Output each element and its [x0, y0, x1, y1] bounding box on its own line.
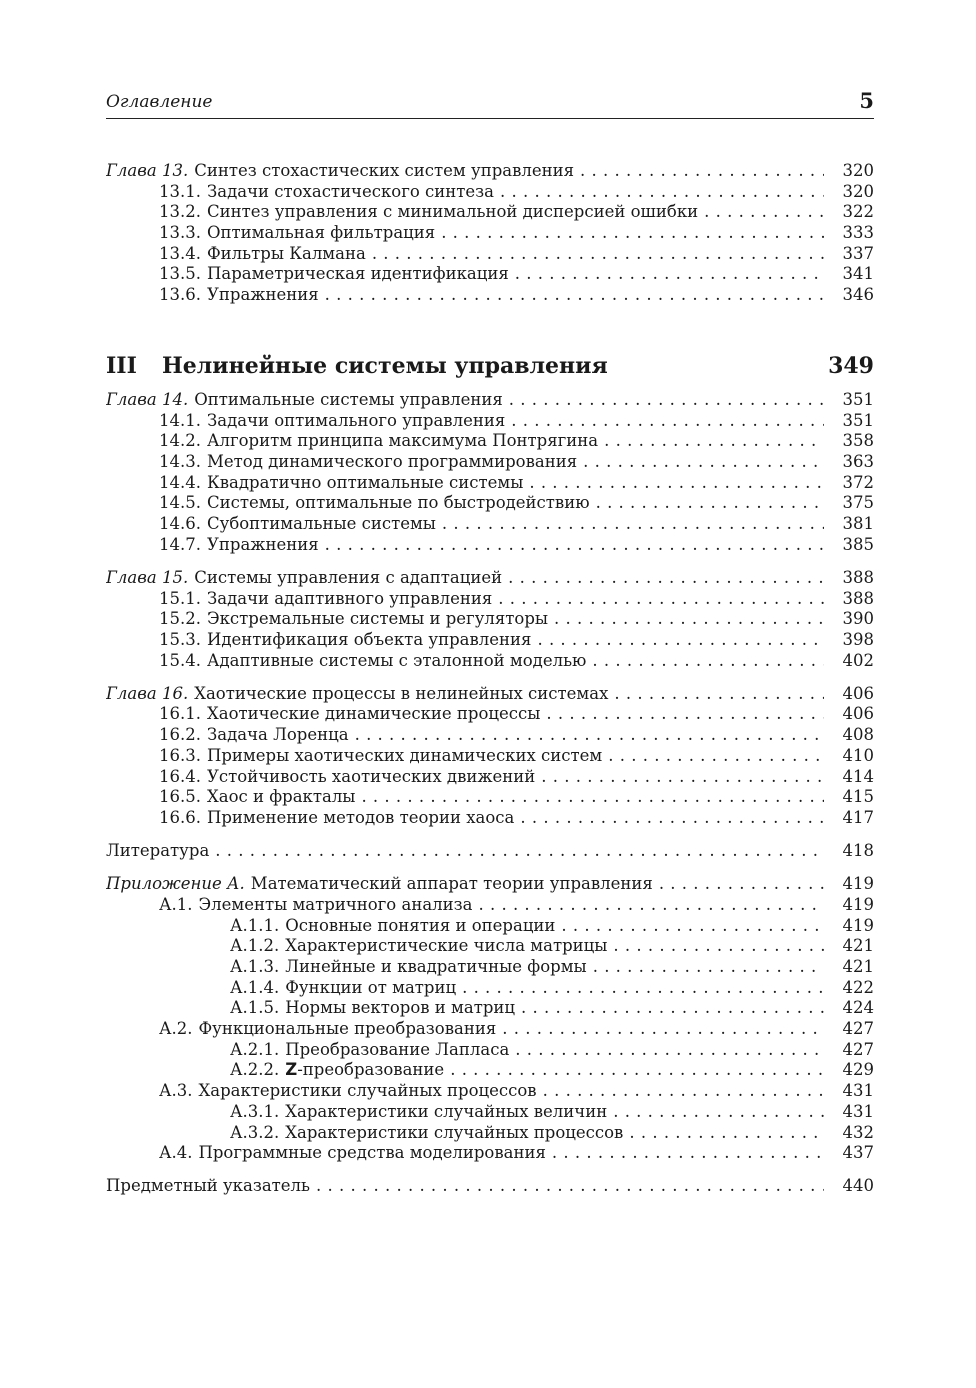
section-title: Применение методов теории хаоса: [206, 807, 515, 827]
appendix-title: Математический аппарат теории управления: [250, 874, 653, 894]
chapter-label: Глава 13.: [106, 161, 189, 180]
subsection-number: А.3.2.: [230, 1122, 280, 1142]
section-title: Задача Лоренца: [206, 725, 349, 745]
section-number: 16.1.: [159, 704, 201, 724]
toc-section[interactable]: [106, 431, 874, 452]
toc-section[interactable]: [106, 589, 874, 610]
section-number: 16.4.: [159, 766, 201, 786]
subsection-title: Характеристики случайных величин: [285, 1101, 608, 1121]
section-title: Метод динамического программирования: [206, 451, 578, 471]
page-ref: 427: [842, 1039, 874, 1059]
subsection-title: Функции от матриц: [285, 977, 457, 997]
page-ref: 351: [842, 389, 874, 409]
page-ref: 421: [842, 957, 874, 976]
page-ref: 346: [842, 285, 874, 305]
page-ref: 390: [842, 609, 874, 629]
toc-subsection[interactable]: [106, 978, 874, 999]
page-ref: 414: [842, 766, 874, 786]
subsection-title: Основные понятия и операции: [285, 915, 556, 935]
toc-literature[interactable]: [106, 841, 874, 862]
page-ref: 375: [842, 493, 874, 513]
section-title: Хаотические динамические процессы: [206, 704, 541, 724]
section-title: Квадратично оптимальные системы: [206, 472, 524, 492]
toc-subsection[interactable]: [106, 1040, 874, 1061]
subsection-number: А.1.5.: [230, 998, 280, 1018]
literature-title: Литература: [106, 841, 210, 861]
toc-section[interactable]: [106, 244, 874, 265]
subsection-title: Линейные и квадратичные формы: [285, 957, 587, 976]
subsection-number: А.1.1.: [230, 915, 280, 935]
subsection-title: Нормы векторов и матриц: [285, 998, 516, 1018]
page-ref: 419: [842, 894, 874, 914]
section-title: Программные средства моделирования: [198, 1143, 546, 1163]
chapter-label: Глава 16.: [106, 683, 189, 703]
section-title: Оптимальная фильтрация: [206, 223, 436, 243]
toc-subsection[interactable]: [106, 916, 874, 937]
section-title: Идентификация объекта управления: [206, 629, 532, 649]
toc-section[interactable]: [106, 895, 874, 916]
toc-section[interactable]: [106, 411, 874, 432]
subsection-title: Характеристические числа матрицы: [285, 936, 608, 956]
toc-chapter-14[interactable]: [106, 390, 874, 411]
toc-page: [106, 88, 874, 1197]
section-title: Параметрическая идентификация: [206, 264, 509, 284]
toc-chapter-16[interactable]: [106, 684, 874, 705]
toc-section[interactable]: [106, 1143, 874, 1164]
header-title: Оглавление: [106, 92, 213, 112]
toc-subsection[interactable]: [106, 1102, 874, 1123]
toc-index[interactable]: [106, 1176, 874, 1197]
page-ref: 429: [842, 1060, 874, 1080]
appendix-label: Приложение А.: [106, 874, 245, 894]
page-ref: 424: [842, 998, 874, 1018]
section-number: 14.6.: [159, 513, 201, 533]
toc-chapter-15[interactable]: [106, 568, 874, 589]
section-title: Задачи оптимального управления: [206, 410, 506, 430]
page-ref: 419: [842, 874, 874, 894]
section-title: Хаос и фракталы: [206, 787, 356, 807]
toc-section[interactable]: [106, 223, 874, 244]
page-ref: 333: [842, 223, 874, 243]
section-number: 15.2.: [159, 609, 201, 629]
toc-section[interactable]: [106, 182, 874, 203]
page-ref: 358: [842, 431, 874, 451]
section-number: 13.6.: [159, 285, 201, 305]
toc-subsection[interactable]: [106, 957, 874, 978]
toc-section[interactable]: [106, 1081, 874, 1102]
page-ref: 437: [842, 1143, 874, 1163]
toc-subsection[interactable]: [106, 1060, 874, 1081]
toc-section[interactable]: [106, 452, 874, 473]
section-number: А.1.: [159, 894, 193, 914]
chapter-title: Оптимальные системы управления: [194, 389, 503, 409]
section-number: 13.3.: [159, 223, 201, 243]
page-ref: 372: [842, 472, 874, 492]
page-ref: 421: [842, 936, 874, 956]
toc-section[interactable]: [106, 746, 874, 767]
page-ref: 418: [842, 841, 874, 861]
page-ref: 406: [842, 683, 874, 703]
section-title: Задачи адаптивного управления: [206, 588, 493, 608]
page-ref: 322: [842, 202, 874, 222]
section-title: Устойчивость хаотических движений: [206, 766, 536, 786]
section-number: 16.3.: [159, 745, 201, 765]
section-title: Экстремальные системы и регуляторы: [206, 609, 549, 629]
section-title: Характеристики случайных процессов: [198, 1081, 537, 1101]
subsection-title: Характеристики случайных процессов: [285, 1122, 624, 1142]
section-number: А.4.: [159, 1143, 193, 1163]
toc-subsection[interactable]: [106, 998, 874, 1019]
page-ref: 381: [842, 513, 874, 533]
section-title: Упражнения: [206, 534, 319, 554]
section-title: Примеры хаотических динамических систем: [206, 745, 603, 765]
page-ref: 415: [842, 787, 874, 807]
section-title: Упражнения: [206, 285, 319, 305]
section-title: Алгоритм принципа максимума Понтрягина: [206, 431, 599, 451]
page-ref: 410: [842, 745, 874, 765]
page-ref: 388: [842, 588, 874, 608]
subsection-number: А.1.4.: [230, 977, 280, 997]
section-number: 14.2.: [159, 431, 201, 451]
toc-section[interactable]: [106, 514, 874, 535]
page-ref: 398: [842, 629, 874, 649]
subsection-number: А.2.1.: [230, 1039, 280, 1059]
part-number: III: [106, 352, 137, 379]
section-number: 15.3.: [159, 629, 201, 649]
section-number: 14.7.: [159, 534, 201, 554]
page-ref: 427: [842, 1019, 874, 1039]
toc-section[interactable]: [106, 630, 874, 651]
subsection-number: А.1.3.: [230, 957, 280, 976]
toc-subsection[interactable]: [106, 936, 874, 957]
section-number: 16.5.: [159, 787, 201, 807]
page-ref: 402: [842, 650, 874, 670]
section-title: Функциональные преобразования: [198, 1019, 497, 1039]
toc-section[interactable]: [106, 1019, 874, 1040]
page-ref: 406: [842, 704, 874, 724]
section-number: А.2.: [159, 1019, 193, 1039]
section-number: 14.4.: [159, 472, 201, 492]
toc-section[interactable]: [106, 202, 874, 223]
toc-section[interactable]: [106, 493, 874, 514]
toc-section[interactable]: [106, 725, 874, 746]
section-number: А.3.: [159, 1081, 193, 1101]
toc-section[interactable]: [106, 767, 874, 788]
section-title: Субоптимальные системы: [206, 513, 436, 533]
section-title: Фильтры Калмана: [206, 243, 366, 263]
section-title: Элементы матричного анализа: [198, 894, 473, 914]
part-page-ref: 349: [828, 352, 874, 379]
toc-section[interactable]: [106, 473, 874, 494]
toc-section[interactable]: [106, 808, 874, 829]
page-ref: 432: [842, 1122, 874, 1142]
section-number: 15.1.: [159, 588, 201, 608]
section-number: 14.1.: [159, 410, 201, 430]
section-number: 16.2.: [159, 725, 201, 745]
section-number: 15.4.: [159, 650, 201, 670]
page-ref: 388: [842, 567, 874, 587]
toc-section[interactable]: [106, 704, 874, 725]
page-ref: 320: [842, 181, 874, 201]
header-page-number: 5: [859, 88, 874, 113]
section-number: 13.4.: [159, 243, 201, 263]
toc-section[interactable]: [106, 651, 874, 672]
table-of-contents: [106, 161, 874, 1197]
subsection-title: -преобразование: [297, 1060, 445, 1080]
section-title: Задачи стохастического синтеза: [206, 181, 495, 201]
page-ref: 363: [842, 451, 874, 471]
toc-part-3[interactable]: [106, 352, 874, 380]
z-symbol: Z: [285, 1060, 298, 1080]
toc-section[interactable]: [106, 535, 874, 556]
toc-section[interactable]: [106, 787, 874, 808]
page-ref: 419: [842, 915, 874, 935]
section-number: 16.6.: [159, 807, 201, 827]
page-ref: 422: [842, 977, 874, 997]
subsection-number: А.2.2.: [230, 1060, 280, 1080]
toc-appendix-a[interactable]: [106, 874, 874, 895]
section-number: 13.2.: [159, 202, 201, 222]
page-ref: 431: [842, 1081, 874, 1101]
toc-subsection[interactable]: [106, 1123, 874, 1144]
section-number: 14.5.: [159, 493, 201, 513]
page-ref: 351: [842, 410, 874, 430]
section-number: 14.3.: [159, 451, 201, 471]
page-ref: 417: [842, 807, 874, 827]
page-ref: 341: [842, 264, 874, 284]
subsection-number: А.3.1.: [230, 1101, 280, 1121]
subsection-title: Преобразование Лапласа: [285, 1039, 510, 1059]
section-title: Синтез управления с минимальной дисперсией ошибки: [206, 202, 699, 222]
chapter-label: Глава 15.: [106, 567, 189, 587]
page-ref: 408: [842, 725, 874, 745]
chapter-title: Синтез стохастических систем управления: [194, 161, 575, 180]
toc-section[interactable]: [106, 264, 874, 285]
running-header: [106, 88, 874, 119]
toc-section[interactable]: [106, 609, 874, 630]
page-ref: 431: [842, 1101, 874, 1121]
section-number: 13.1.: [159, 181, 201, 201]
page-ref: 385: [842, 534, 874, 554]
toc-chapter-13[interactable]: [106, 161, 874, 182]
chapter-title: Хаотические процессы в нелинейных системах: [194, 683, 609, 703]
section-title: Системы, оптимальные по быстродействию: [206, 493, 590, 513]
section-title: Адаптивные системы с эталонной моделью: [206, 650, 587, 670]
page-ref: 440: [842, 1176, 874, 1196]
page-ref: 337: [842, 243, 874, 263]
page-ref: 320: [842, 161, 874, 180]
subsection-number: А.1.2.: [230, 936, 280, 956]
chapter-label: Глава 14.: [106, 389, 189, 409]
chapter-title: Системы управления с адаптацией: [194, 567, 503, 587]
toc-section[interactable]: [106, 285, 874, 306]
part-title: Нелинейные системы управления: [162, 352, 608, 379]
section-number: 13.5.: [159, 264, 201, 284]
index-title: Предметный указатель: [106, 1176, 311, 1196]
